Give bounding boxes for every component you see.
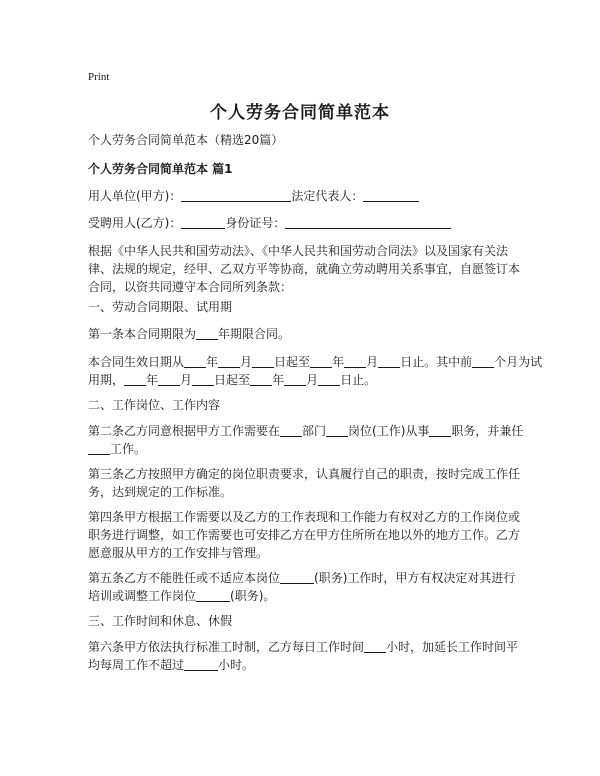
probation-start-year-blank	[124, 372, 146, 386]
section-title: 个人劳务合同简单范本 篇1	[88, 162, 233, 176]
article-5-line-2	[88, 586, 518, 606]
month-label: 月	[180, 373, 193, 387]
art6-text-c: 均每周工作不超过	[88, 658, 185, 672]
start-day-blank	[252, 354, 274, 368]
employer-line	[88, 186, 518, 206]
art1b-text-c: 个月为试	[494, 355, 543, 369]
art2-text-b: 部门	[302, 424, 327, 438]
art1b-text-a: 本合同生效日期从	[88, 355, 185, 369]
intro-line-3: 合同，以资共同遵守本合同所列条款：	[88, 280, 293, 294]
year-label: 年	[332, 355, 345, 369]
weekly-hours-blank	[184, 657, 218, 671]
subtitle: 个人劳务合同简单范本（精选20篇）	[88, 133, 284, 147]
id-label: 身份证号：	[225, 216, 286, 230]
art6-text-d: 小时。	[218, 658, 255, 672]
heading-term: 一、劳动合同期限、试用期	[88, 300, 233, 314]
duty-blank	[429, 423, 451, 437]
art2-text-c: 岗位(工作)从事	[348, 424, 430, 438]
start-month-blank	[218, 354, 240, 368]
art5-text-b: (职务)工作时，甲方有权决定对其进行	[314, 571, 516, 585]
legal-rep-blank	[363, 188, 419, 202]
art1-text-b: 年期限合同。	[218, 327, 291, 341]
art1-text-a: 第一条本合同期限为	[88, 327, 197, 341]
end-year-blank	[310, 354, 332, 368]
probation-end-month-blank	[284, 372, 306, 386]
end-day-blank	[378, 354, 400, 368]
article-6-line-2	[88, 655, 518, 675]
day-from-label: 日起至	[214, 373, 251, 387]
contract-years-blank	[196, 326, 218, 340]
month-label: 月	[306, 373, 319, 387]
employee-label: 受聘用人(乙方)：	[88, 216, 182, 230]
probation-start-month-blank	[158, 372, 180, 386]
year-label: 年	[206, 355, 219, 369]
article-4-line-1: 第四条甲方根据工作需要以及乙方的工作表现和工作能力有权对乙方的工作岗位或	[88, 510, 521, 524]
art1b-text-b: 其中前	[436, 355, 473, 369]
concurrent-job-blank	[88, 441, 110, 455]
heading-position: 二、工作岗位、工作内容	[88, 398, 221, 412]
year-label: 年	[146, 373, 159, 387]
print-label: Print	[88, 71, 110, 83]
article-6-line-1	[88, 637, 518, 657]
year-label: 年	[272, 373, 285, 387]
probation-months-blank	[472, 354, 494, 368]
daily-hours-blank	[364, 639, 386, 653]
probation-end-day-blank	[318, 372, 340, 386]
article-4-line-2: 职务进行调整，如工作需要也可安排乙方在甲方住所所在地以外的地方工作。乙方	[88, 528, 521, 542]
heading-hours: 三、工作时间和休息、休假	[88, 614, 233, 628]
art2-text-d: 职务，并兼任	[451, 424, 524, 438]
page-title: 个人劳务合同简单范本	[210, 103, 390, 123]
art6-text-b: 小时，加延长工作时间平	[386, 640, 519, 654]
id-blank	[285, 215, 451, 229]
employer-blank	[181, 188, 291, 202]
post-blank	[326, 423, 348, 437]
intro-line-2: 律、法规的规定，经甲、乙双方平等协商，就确立劳动聘用关系事宜，自愿签订本	[88, 262, 521, 276]
employee-blank	[181, 215, 225, 229]
art5-text-a: 第五条乙方不能胜任或不适应本岗位	[88, 571, 281, 585]
start-year-blank	[184, 354, 206, 368]
article-3-line-1: 第三条乙方按照甲方确定的岗位职责要求，认真履行自己的职责，按时完成工作任	[88, 467, 521, 481]
art2-text-a: 第二条乙方同意根据甲方工作需要在	[88, 424, 281, 438]
end-month-blank	[344, 354, 366, 368]
day-from-label: 日起至	[274, 355, 311, 369]
month-label: 月	[240, 355, 253, 369]
art2-text-e: 工作。	[110, 442, 147, 456]
article-1b-line-2	[88, 370, 518, 390]
day-end-label: 日止。	[340, 373, 377, 387]
art5-text-c: 培训或调整工作岗位	[88, 589, 197, 603]
department-blank	[280, 423, 302, 437]
article-4-line-3: 愿意服从甲方的工作安排与管理。	[88, 546, 269, 560]
probation-end-year-blank	[250, 372, 272, 386]
art1b-text-d: 用期，	[88, 373, 125, 387]
unfit-post-blank	[280, 570, 314, 584]
article-1	[88, 324, 518, 344]
legal-rep-label: 法定代表人：	[291, 189, 364, 203]
article-2-line-2	[88, 439, 518, 459]
article-1b-line-1	[88, 352, 543, 372]
day-end-label: 日止。	[400, 355, 437, 369]
intro-line-1: 根据《中华人民共和国劳动法》、《中华人民共和国劳动合同法》以及国家有关法	[88, 244, 509, 258]
art5-text-d: (职务)。	[230, 589, 276, 603]
article-2-line-1	[88, 421, 524, 441]
article-5-line-1	[88, 568, 518, 588]
month-label: 月	[366, 355, 379, 369]
article-3-line-2: 务，达到规定的工作标准。	[88, 485, 233, 499]
probation-start-day-blank	[192, 372, 214, 386]
adjusted-post-blank	[196, 588, 230, 602]
employee-line	[88, 213, 518, 233]
art6-text-a: 第六条甲方依法执行标准工时制，乙方每日工作时间	[88, 640, 365, 654]
employer-label: 用人单位(甲方)：	[88, 189, 182, 203]
